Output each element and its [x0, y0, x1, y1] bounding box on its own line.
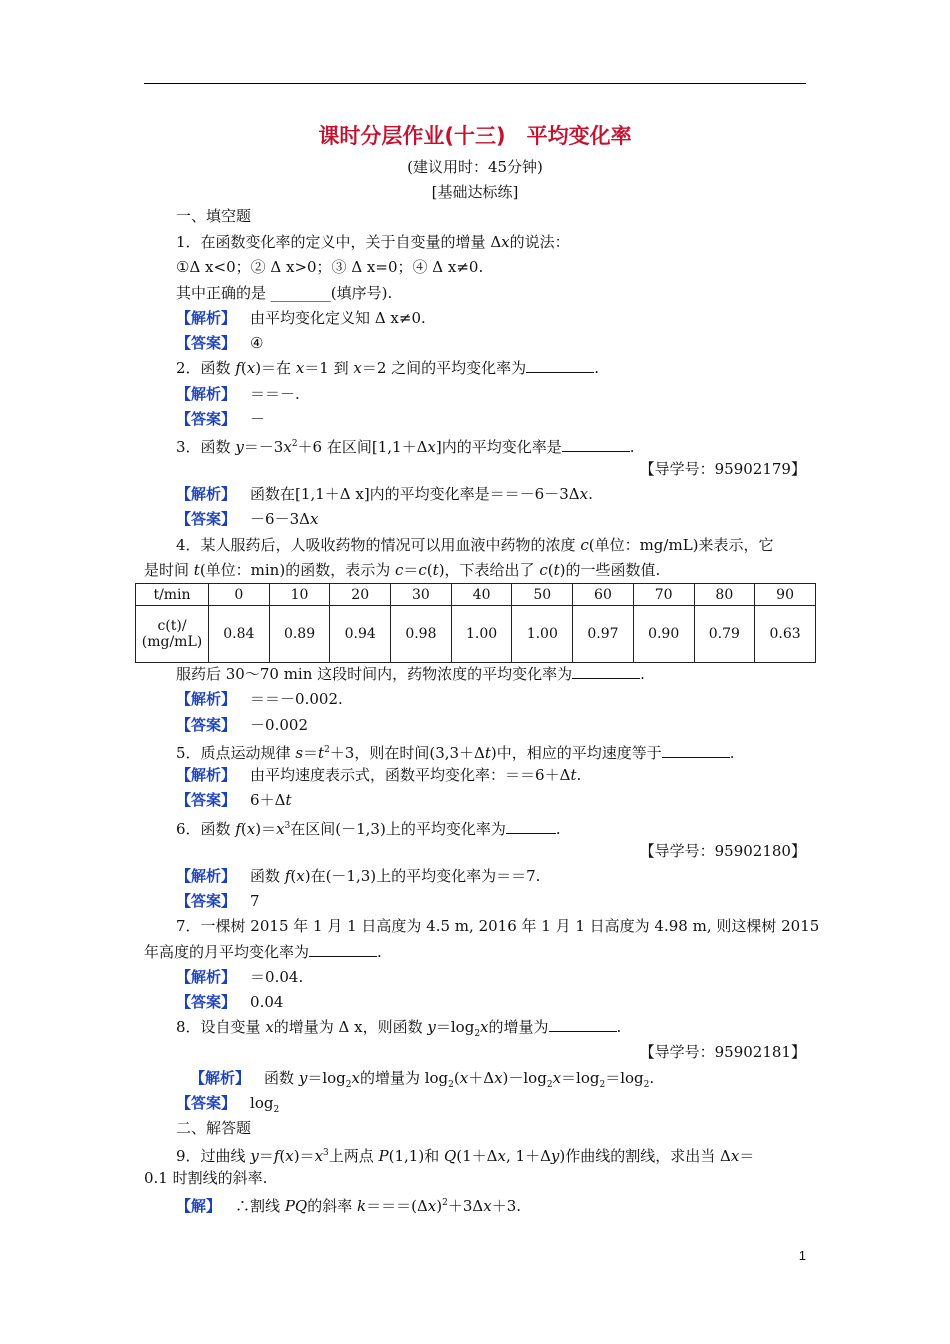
answer-blank: [526, 358, 594, 373]
table-row-concentration: [136, 606, 816, 663]
table-cell: 80: [694, 584, 755, 606]
q6-guide-number: 【导学号：95902180】: [639, 842, 806, 860]
q6-answer: 【答案】 7: [176, 892, 260, 910]
analysis-tag: 【解析】: [176, 385, 237, 403]
q6-analysis: 【解析】 函数 f(x)在(－1,3)上的平均变化率为＝＝7.: [176, 867, 541, 885]
q8-stem: 8．设自变量 x的增量为 Δ x，则函数 $y=\log_2x$的增量为 .: [176, 1018, 622, 1039]
q1-ask: 其中正确的是 ________(填序号).: [176, 284, 393, 302]
table-cell: 0.84: [209, 606, 270, 663]
level-label: [基础达标练]: [431, 183, 519, 201]
table-header-time: t/min: [136, 584, 209, 606]
q3-stem: 3．函数 $y=-3x^2+6$ 在区间[1,1＋Δx]内的平均变化率是 .: [176, 438, 635, 456]
section-fill-blank: 一、填空题: [176, 207, 252, 225]
table-cell: 0.97: [573, 606, 634, 663]
answer-tag: 【答案】: [176, 1094, 237, 1112]
answer-tag: 【答案】: [176, 791, 237, 809]
table-header-concentration: c(t)/ (mg/mL): [136, 606, 209, 663]
q4-analysis: 【解析】 ＝＝－0.002.: [176, 690, 343, 708]
q3-analysis: 【解析】 函数在[1,1＋Δ x]内的平均变化率是＝＝－6－3Δx.: [176, 485, 593, 503]
q4-stem-line2: 是时间 t(单位：min)的函数，表示为 c＝c(t)，下表给出了 c(t)的一些函数值.: [144, 561, 661, 579]
answer-tag: 【答案】: [176, 510, 237, 528]
answer-tag: 【答案】: [176, 410, 237, 428]
analysis-tag: 【解析】: [176, 867, 237, 885]
q9-stem-line2: 0.1 时割线的斜率.: [144, 1169, 268, 1187]
concentration-table: [135, 583, 816, 663]
q3-guide-number: 【导学号：95902179】: [639, 460, 806, 478]
q2-analysis: 【解析】 ＝＝－.: [176, 385, 300, 403]
q7-stem-line2: 年高度的月平均变化率为 .: [144, 943, 382, 961]
q4-stem-line1: 4．某人服药后，人吸收药物的情况可以用血液中药物的浓度 c(单位：mg/mL)来表示，它: [176, 536, 774, 554]
answer-blank: [549, 1017, 617, 1032]
q3-answer: 【答案】 －6－3Δx: [176, 510, 319, 528]
table-cell: 0.79: [694, 606, 755, 663]
q1-analysis: 【解析】 由平均变化定义知 Δ x≠0.: [176, 309, 426, 327]
table-cell: 1.00: [451, 606, 512, 663]
header-rule: [144, 83, 806, 84]
analysis-tag: 【解析】: [176, 690, 237, 708]
q7-stem-line1: 7．一棵树 2015 年 1 月 1 日高度为 4.5 m, 2016 年 1 月 1 日高度为 4.98 m, 则这棵树 2015: [176, 917, 820, 935]
q2-stem: 2．函数 f(x)＝在 x＝1 到 x＝2 之间的平均变化率为 .: [176, 359, 599, 377]
table-cell: 0.89: [269, 606, 330, 663]
q4-ask: 服药后 30～70 min 这段时间内，药物浓度的平均变化率为 .: [176, 665, 645, 683]
q4-answer: 【答案】 －0.002: [176, 716, 308, 734]
q7-answer: 【答案】 0.04: [176, 993, 284, 1011]
table-cell: 60: [573, 584, 634, 606]
analysis-tag: 【解析】: [176, 309, 237, 327]
q2-answer: 【答案】 －: [176, 410, 266, 428]
answer-tag: 【答案】: [176, 892, 237, 910]
table-cell: 50: [512, 584, 573, 606]
table-cell: 0.98: [391, 606, 452, 663]
q9-solution: 【解】 ∴割线 PQ的斜率 $k===(\Delta x)^2+3\Delta x+3$.: [176, 1197, 522, 1215]
analysis-tag: 【解析】: [176, 485, 237, 503]
suggested-time: (建议用时：45分钟): [407, 158, 543, 176]
answer-blank: [572, 664, 640, 679]
q8-guide-number: 【导学号：95902181】: [639, 1043, 806, 1061]
q1-options: ①Δ x<0；② Δ x>0；③ Δ x=0；④ Δ x≠0.: [176, 258, 484, 276]
table-cell: 20: [330, 584, 391, 606]
answer-blank: [309, 942, 377, 957]
table-cell: 30: [391, 584, 452, 606]
table-cell: 0.90: [633, 606, 694, 663]
answer-tag: 【答案】: [176, 993, 237, 1011]
page-number: 1: [798, 1248, 806, 1263]
table-cell: 70: [633, 584, 694, 606]
analysis-tag: 【解析】: [190, 1069, 251, 1087]
q5-analysis: 【解析】 由平均速度表示式，函数平均变化率：＝＝6＋Δt.: [176, 766, 582, 784]
q1-stem: 1．在函数变化率的定义中，关于自变量的增量 Δx的说法：: [176, 233, 570, 251]
answer-tag: 【答案】: [176, 334, 237, 352]
solution-tag: 【解】: [176, 1197, 222, 1215]
table-cell: 40: [451, 584, 512, 606]
answer-tag: 【答案】: [176, 716, 237, 734]
table-row-time: [136, 584, 816, 606]
q7-analysis: 【解析】 ＝0.04.: [176, 968, 304, 986]
q1-answer: 【答案】 ④: [176, 334, 264, 352]
table-cell: 0: [209, 584, 270, 606]
q6-stem: 6．函数 $f(x)=x^3$在区间(－1,3)上的平均变化率为 .: [176, 820, 561, 838]
answer-blank: [562, 437, 630, 452]
table-cell: 0.94: [330, 606, 391, 663]
q8-answer: 【答案】 $\log_2$: [176, 1094, 280, 1115]
q8-analysis: 【解析】 函数 $y=\log_2x$的增量为 $\log_2(x+\Delta x)-\log_2x=\log_2=\log_2$.: [190, 1069, 655, 1090]
analysis-tag: 【解析】: [176, 968, 237, 986]
table-cell: 10: [269, 584, 330, 606]
analysis-tag: 【解析】: [176, 766, 237, 784]
table-cell: 90: [755, 584, 816, 606]
table-cell: 0.63: [755, 606, 816, 663]
section-solve: 二、解答题: [176, 1119, 252, 1137]
table-cell: 1.00: [512, 606, 573, 663]
q9-stem-line1: 9．过曲线 $y=f(x)=x^3$上两点 P(1,1)和 Q(1＋Δx, 1＋Δy)作曲线的割线，求出当 Δx＝: [176, 1147, 755, 1165]
q5-stem: 5．质点运动规律 $s=t^2+3$，则在时间(3,3＋Δt)中，相应的平均速度等于 .: [176, 744, 735, 762]
q5-answer: 【答案】 6＋Δt: [176, 791, 292, 809]
answer-blank: [662, 743, 730, 758]
answer-blank: [506, 819, 556, 834]
page-title: 课时分层作业(十三) 平均变化率: [318, 124, 632, 148]
